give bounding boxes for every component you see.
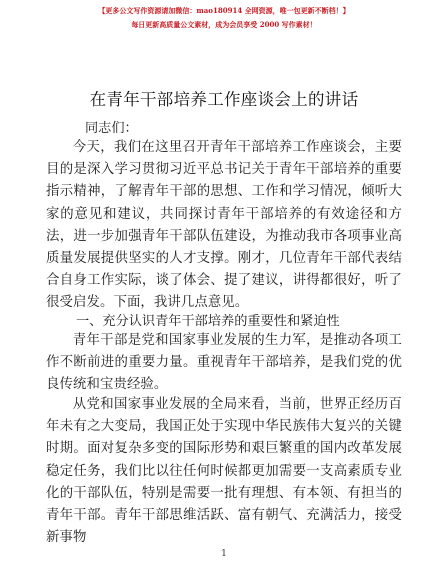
paragraph-section1-a: 青年干部是党和国家事业发展的生力军，是推动各项工作不断前进的重要力量。重视青年干部培养，是我们党的优良传统和宝贵经验。 bbox=[46, 333, 402, 393]
page-number: 1 bbox=[221, 549, 227, 559]
promo-notice-line2: 每日更新高质量公文素材，成为会员享受 2000 写作素材！ bbox=[131, 20, 317, 29]
paragraph-intro: 今天，我们在这里召开青年干部培养工作座谈会，主要目的是深入学习贯彻习近平总书记关于青年干部培养的重要指示精神，了解青年干部的思想、工作和学习情况，倾听大家的意见和建议，共同探讨青年干部培养的有效途径和方法，进一步加强青年干部队伍建设，为推动我市各项事业高质量发展提供坚实的人才支撑。刚才，几位青年干部代表结合自身工作实际，谈了体会、提了建议，讲得都很好，听了很受启发。下面，我讲几点意见。 bbox=[46, 140, 402, 311]
promo-notice-line1: 【更多公文写作资源请加微信：mao180914 全网资源，唯一包更新不断档！】 bbox=[98, 6, 350, 15]
paragraph-section1-b: 从党和国家事业发展的全局来看，当前，世界正经历百年未有之大变局，我国正处于实现中华民族伟大复兴的关键时期。面对复杂多变的国际形势和艰巨繁重的国内改革发展稳定任务，我们比以往任何时候都更加需要一支高素质专业化的干部队伍，特别是需要一批有理想、有本领、有担当的青年干部。青年干部思维活跃、富有朝气、充满活力，接受新事物 bbox=[46, 397, 402, 546]
document-title: 在青年干部培养工作座谈会上的讲话 bbox=[89, 90, 359, 109]
salutation: 同志们： bbox=[85, 121, 138, 136]
section-heading-1: 一、充分认识青年干部培养的重要性和紧迫性 bbox=[76, 314, 340, 329]
